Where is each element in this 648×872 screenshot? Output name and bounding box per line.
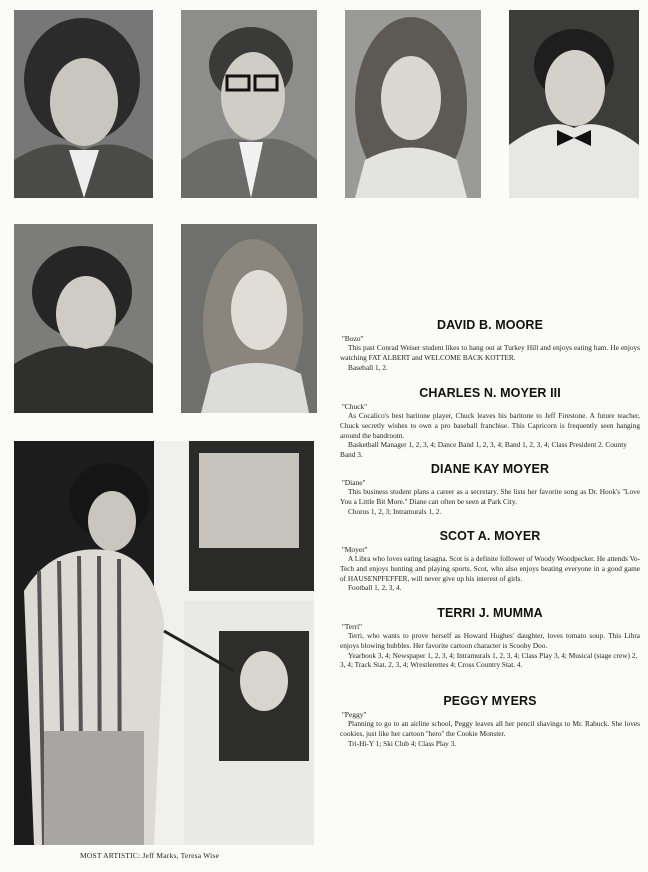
senior-bio: Planning to go to an airline school, Peggy leaves all her pencil shavings to Mr. Rabuck. She loves cookies, just like her cartoon ''hero'' the Cookie Monster. bbox=[340, 719, 640, 738]
senior-nickname: ''Diane'' bbox=[342, 478, 366, 487]
senior-name: PEGGY MYERS bbox=[443, 694, 537, 708]
senior-entry bbox=[340, 529, 640, 593]
candid-photo-most-artistic bbox=[14, 441, 314, 845]
portrait-photo-5 bbox=[14, 224, 153, 413]
senior-bio: As Cocalico's best baritone player, Chuck leaves his baritone to Jeff Firestone. A future teacher, Chuck secretly wishes to own a pro baseball franchise. This Capricorn is frequently seen hanging around the bandroom. bbox=[340, 411, 640, 440]
senior-entry bbox=[340, 318, 640, 372]
senior-name: DAVID B. MOORE bbox=[436, 318, 544, 332]
portrait-photo-4 bbox=[509, 10, 639, 198]
senior-nickname: ''Moyer'' bbox=[342, 545, 368, 554]
senior-name: SCOT A. MOYER bbox=[439, 529, 541, 543]
senior-bio: This past Conrad Weiser student likes to hang out at Turkey Hill and enjoys eating ham. He enjoys watching FAT ALBERT and WELCOME BACK KOTTER. bbox=[340, 343, 640, 362]
senior-bio: This business student plans a career as a secretary. She lists her favorite song as Dr. Hook's ''Love You a Little Bit More.'' Diane can often be seen at Park City. bbox=[340, 487, 640, 506]
senior-entry bbox=[340, 606, 640, 670]
portrait-photo-2 bbox=[181, 10, 317, 198]
portrait-photo-1 bbox=[14, 10, 153, 198]
senior-bio: A Libra who loves eating lasagna. Scot is a definite follower of Woody Woodpecker. He attends Vo-Tech and enjoys hunting and playing sports. Scot, who also enjoys beating everyone in a good game of HAUSENPFEFFER, will never give up his interest of girls. bbox=[340, 554, 640, 583]
senior-activities: Yearbook 3, 4; Newspaper 1, 2, 3, 4; Intramurals 1, 2, 3, 4; Class Play 3, 4; Musical (stage crew) 2, 3, 4; Track Stat. 2, 3, 4; Wrestlerettes 4; Cross Country Stat. 4. bbox=[340, 650, 638, 670]
senior-name: CHARLES N. MOYER III bbox=[419, 386, 561, 400]
senior-activities: Chorus 1, 2, 3; Intramurals 1, 2. bbox=[348, 506, 442, 516]
senior-activities: Basketball Manager 1, 2, 3, 4; Dance Band 1, 2, 3, 4; Band 1, 2, 3, 4; Class President 2. County Band 3. bbox=[340, 440, 627, 460]
senior-nickname: ''Peggy'' bbox=[342, 710, 367, 719]
senior-name: DIANE KAY MOYER bbox=[430, 462, 550, 476]
senior-entry bbox=[340, 694, 640, 748]
portrait-photo-3 bbox=[345, 10, 481, 198]
senior-nickname: ''Terri'' bbox=[342, 622, 362, 631]
senior-name: TERRI J. MUMMA bbox=[437, 606, 543, 620]
senior-entry bbox=[340, 386, 640, 460]
photo-caption: MOST ARTISTIC: Jeff Marks, Teresa Wise bbox=[80, 851, 220, 860]
senior-activities: Baseball 1, 2. bbox=[348, 362, 388, 372]
senior-entry bbox=[340, 462, 640, 516]
senior-activities: Tri-Hi-Y 1; Ski Club 4; Class Play 3. bbox=[348, 738, 457, 748]
senior-nickname: ''Chuck'' bbox=[342, 402, 367, 411]
senior-nickname: ''Bozo'' bbox=[342, 334, 364, 343]
portrait-photo-6 bbox=[181, 224, 317, 413]
senior-bio: Terri, who wants to prove herself as Howard Hughes' daughter, loves tomato soup. This Libra enjoys blowing bubbles. Her favorite cartoon character is Scooby Doo. bbox=[340, 631, 640, 650]
senior-activities: Football 1, 2, 3, 4. bbox=[348, 583, 402, 593]
